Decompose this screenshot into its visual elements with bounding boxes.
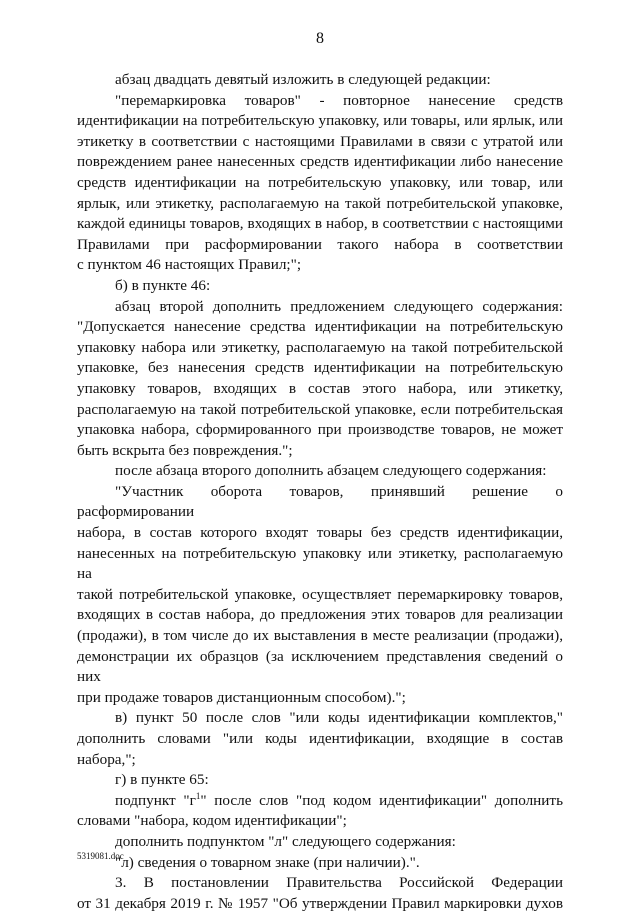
text-line: дополнить подпунктом "л" следующего содержания: (115, 832, 456, 850)
text-line: 3. В постановлении Правительства Российской Федерации (115, 874, 563, 892)
text-line: каждой единицы товаров, входящих в набор, в соответствии с настоящими (77, 215, 563, 233)
paragraph (77, 832, 563, 853)
text-line (77, 791, 563, 812)
text-line: упаковку набора или этикетку, располагаемую на такой потребительской (77, 338, 563, 356)
text-line: после абзаца второго дополнить абзацем следующего содержания: (115, 462, 547, 480)
footer-filename: 5319081.doc (77, 851, 124, 861)
text-line: абзац второй дополнить предложением следующего содержания: (115, 297, 563, 315)
text-line: этикетку в соответствии с настоящими Правилами в связи с утратой или (77, 132, 563, 150)
text-line: располагаемую на такой потребительской упаковке, если потребительская (77, 400, 563, 418)
text-line: ярлык, или этикетку, располагаемую на такой потребительской упаковке, (77, 194, 563, 212)
paragraph (77, 770, 563, 791)
paragraph (77, 91, 563, 276)
text-line: нанесенных на потребительскую упаковку или этикетку, располагаемую на (77, 544, 563, 583)
text-line: "перемаркировка товаров" - повторное нанесение средств (115, 91, 563, 109)
text-line: набора, в состав которого входят товары без средств идентификации, (77, 524, 563, 542)
text-line: Правилами при расформировании такого набора в соответствии (77, 235, 563, 253)
text-line: идентификации на потребительскую упаковку, или товары, или ярлык, или (77, 112, 563, 130)
text-line: быть вскрыта без повреждения."; (77, 441, 293, 459)
text-line: входящих в состав набора, до предложения этих товаров для реализации (77, 606, 563, 624)
text-line: "Участник оборота товаров, принявший решение о расформировании (77, 482, 563, 521)
text-line: б) в пункте 46: (115, 276, 211, 294)
text-line: от 31 декабря 2019 г. № 1957 "Об утверждении Правил маркировки духов (77, 894, 563, 912)
text-line: упаковке, без нанесения средств идентификации на потребительскую (77, 359, 563, 377)
paragraph (77, 276, 563, 297)
text-line: "Допускается нанесение средства идентификации на потребительскую (77, 318, 563, 336)
text-line: упаковку товаров, входящих в состав этого набора, или этикетку, (77, 379, 563, 397)
paragraph (77, 461, 563, 482)
text-line: средств идентификации на потребительскую упаковку, или товар, или (77, 173, 563, 191)
page-number: 8 (316, 30, 324, 47)
paragraph (77, 708, 563, 770)
text-fragment: подпункт "г (115, 791, 196, 809)
text-line: с пунктом 46 настоящих Правил;"; (77, 256, 302, 274)
text-line: при продаже товаров дистанционным способом)."; (77, 688, 406, 706)
paragraph (77, 853, 563, 874)
text-line: дополнить словами "или коды идентификации, входящие в состав (77, 730, 563, 747)
text-line: абзац двадцать девятый изложить в следующей редакции: (115, 71, 491, 88)
text-line: такой потребительской упаковке, осуществляет перемаркировку товаров, (77, 585, 563, 603)
text-line: (продажи), в том числе до их выставления в месте реализации (продажи), (77, 627, 563, 645)
text-line: словами "набора, кодом идентификации"; (77, 812, 347, 830)
paragraph (77, 70, 563, 91)
paragraph (77, 297, 563, 462)
text-line: "л) сведения о товарном знаке (при наличии).". (115, 853, 420, 871)
text-fragment: " после слов "под кодом идентификации" дополнить (200, 791, 563, 809)
paragraph (77, 791, 563, 832)
paragraph (77, 873, 563, 914)
text-line: повреждением ранее нанесенных средств идентификации либо нанесение (77, 153, 563, 171)
document-body (77, 70, 563, 914)
text-line: упаковка набора, сформированного при производстве товаров, не может (77, 421, 563, 439)
text-line: в) пункт 50 после слов "или коды идентификации комплектов," (115, 709, 563, 727)
text-line: набора,"; (77, 750, 136, 768)
paragraph (77, 482, 563, 709)
text-line: г) в пункте 65: (115, 771, 209, 789)
superscript: 1 (195, 790, 201, 801)
text-line: демонстрации их образцов (за исключением представления сведений о них (77, 647, 563, 686)
